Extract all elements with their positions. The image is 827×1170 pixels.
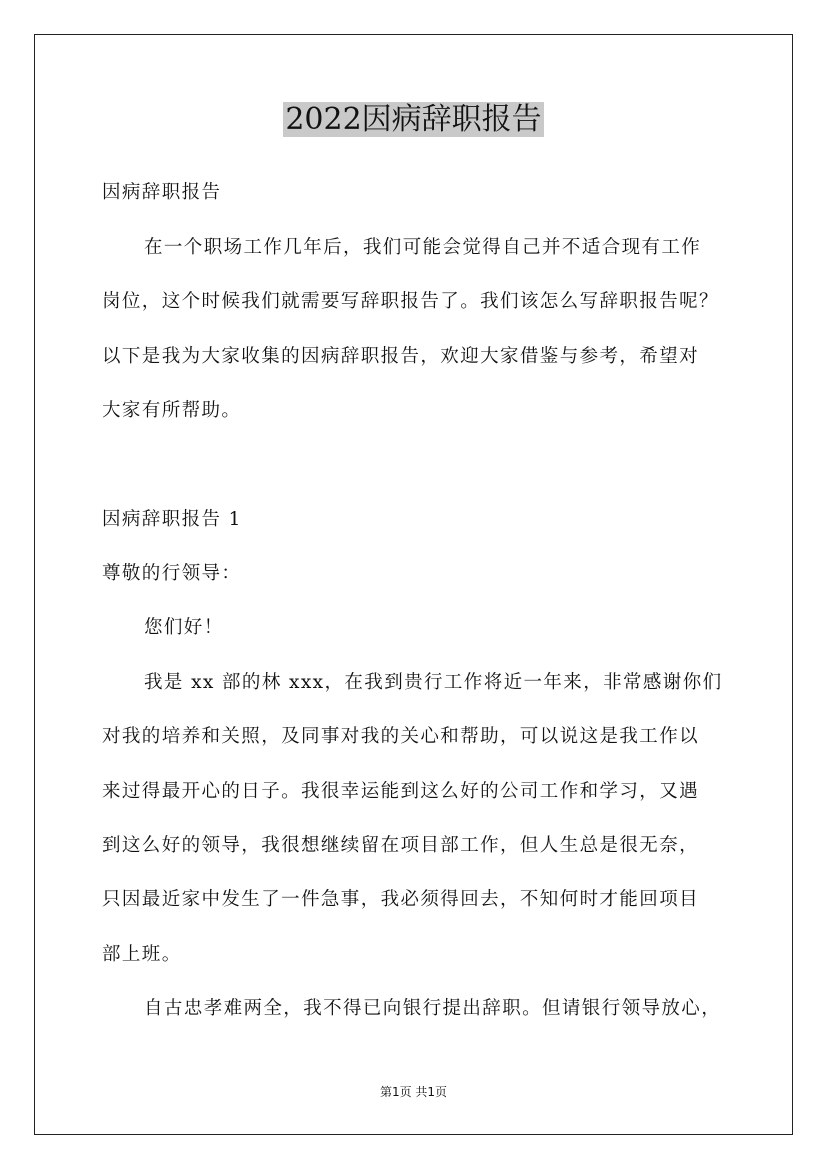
paragraph-line: 自古忠孝难两全，我不得已向银行提出辞职。但请银行领导放心， <box>144 998 722 1019</box>
paragraph-line: 来过得最开心的日子。我很幸运能到这么好的公司工作和学习，又遇 <box>102 781 700 802</box>
document-title: 2022因病辞职报告 <box>285 102 542 137</box>
paragraph-line: 在一个职场工作几年后，我们可能会觉得自己并不适合现有工作 <box>144 237 702 258</box>
greeting: 您们好！ <box>144 617 224 638</box>
paragraph-line: 我是 xx 部的林 xxx，在我到贵行工作将近一年来，非常感谢你们 <box>144 672 723 693</box>
salutation: 尊敬的行领导： <box>102 563 242 584</box>
paragraph-line: 对我的培养和关照，及同事对我的关心和帮助，可以说这是我工作以 <box>102 726 700 747</box>
page-footer: 第1页 共1页 <box>379 1085 448 1099</box>
subtitle: 因病辞职报告 <box>102 182 222 203</box>
paragraph-line: 以下是我为大家收集的因病辞职报告，欢迎大家借鉴与参考，希望对 <box>102 346 700 367</box>
document-title-wrap <box>0 100 827 140</box>
paragraph-line: 大家有所帮助。 <box>102 400 242 421</box>
paragraph-line: 岗位，这个时候我们就需要写辞职报告了。我们该怎么写辞职报告呢？ <box>102 291 719 312</box>
section-heading: 因病辞职报告 1 <box>102 509 242 530</box>
paragraph-line: 到这么好的领导，我很想继续留在项目部工作，但人生总是很无奈， <box>102 835 700 856</box>
paragraph-line: 部上班。 <box>102 944 182 965</box>
paragraph-line: 只因最近家中发生了一件急事，我必须得回去，不知何时才能回项目 <box>102 889 700 910</box>
